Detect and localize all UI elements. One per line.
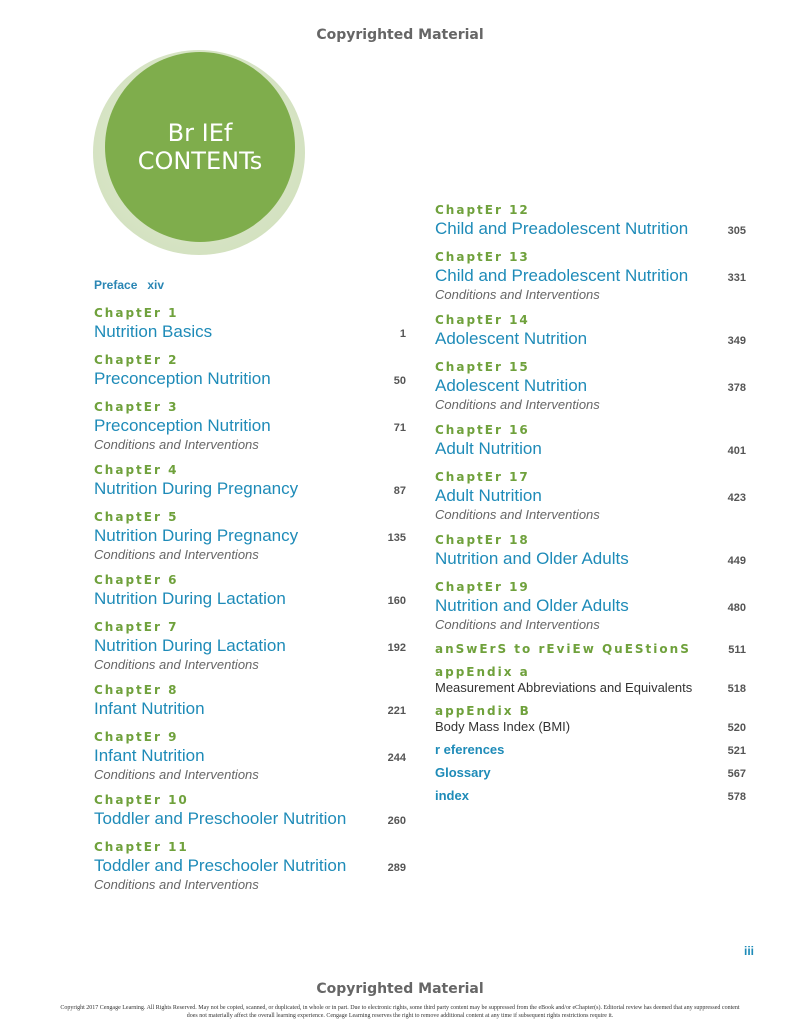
chapter-page: 160 (387, 595, 406, 607)
back-matter-page: 521 (727, 745, 746, 757)
chapter-entry[interactable] (435, 249, 746, 303)
chapter-title: Nutrition During Lactation (94, 636, 286, 655)
chapter-label: ChaptEr 16 (435, 423, 530, 437)
chapter-title-row (94, 415, 406, 437)
chapter-subtitle: Conditions and Interventions (435, 397, 600, 412)
chapter-subtitle: Conditions and Interventions (94, 547, 259, 562)
chapter-title: Toddler and Preschooler Nutrition (94, 856, 347, 875)
legal-notice: Copyright 2017 Cengage Learning. All Rights Reserved. May not be copied, scanned, or duplicated, in whole or in part. Due to electronic rights, some third party content may be suppressed from the eBook and/or eChapter(s). Editorial review has deemed that any suppressed content does not materially affect the overall learning experience. Cengage Learning reserves the right to remove additional content at any time if subsequent rights restrictions require it. (60, 1005, 740, 1019)
chapter-entry[interactable] (435, 422, 746, 460)
preface-page: xiv (147, 278, 165, 292)
chapter-page: 331 (727, 272, 746, 284)
chapter-page: 449 (727, 555, 746, 567)
chapter-entry[interactable] (435, 312, 746, 350)
chapter-title: Infant Nutrition (94, 699, 205, 718)
chapter-label: ChaptEr 9 (94, 730, 179, 744)
chapter-subtitle: Conditions and Interventions (94, 657, 259, 672)
chapter-page: 401 (727, 445, 746, 457)
chapter-title-row (94, 525, 406, 547)
chapter-page: 480 (727, 602, 746, 614)
chapter-label: ChaptEr 14 (435, 313, 530, 327)
chapter-title-row (94, 855, 406, 877)
chapter-title: Adult Nutrition (435, 486, 542, 505)
chapter-label: ChaptEr 3 (94, 400, 179, 414)
appendix-page: 518 (727, 683, 746, 695)
chapter-title: Nutrition During Pregnancy (94, 526, 299, 545)
chapter-title: Toddler and Preschooler Nutrition (94, 809, 347, 828)
heading-line-1: Br IEf (167, 119, 233, 147)
appendix-title: Body Mass Index (BMI) (435, 719, 571, 734)
chapter-label: ChaptEr 7 (94, 620, 179, 634)
chapter-title-row (435, 375, 746, 397)
chapter-title-row (435, 328, 746, 350)
toc-right-column (435, 202, 746, 811)
appendix-entry[interactable] (435, 719, 746, 734)
chapter-entry[interactable] (435, 579, 746, 633)
chapter-label: ChaptEr 6 (94, 573, 179, 587)
chapter-label: ChaptEr 19 (435, 580, 530, 594)
chapter-title: Child and Preadolescent Nutrition (435, 266, 689, 285)
chapter-entry[interactable] (94, 682, 406, 720)
chapter-title-row (94, 588, 406, 610)
chapter-label: ChaptEr 12 (435, 203, 530, 217)
chapter-title-row (94, 745, 406, 767)
chapter-title-row (435, 485, 746, 507)
chapter-title: Preconception Nutrition (94, 369, 271, 388)
chapter-title: Child and Preadolescent Nutrition (435, 219, 689, 238)
chapter-title-row (94, 808, 406, 830)
chapter-entry[interactable] (94, 619, 406, 673)
answers-entry[interactable] (435, 642, 746, 656)
chapter-title-row (435, 595, 746, 617)
preface-label: Preface (94, 278, 138, 292)
back-matter-title: Glossary (435, 765, 491, 780)
chapter-label: ChaptEr 17 (435, 470, 530, 484)
chapter-entry[interactable] (94, 399, 406, 453)
chapter-subtitle: Conditions and Interventions (94, 767, 259, 782)
back-matter-page: 578 (727, 791, 746, 803)
heading-circle (105, 52, 295, 242)
chapter-title-row (435, 218, 746, 240)
chapter-page: 289 (387, 862, 406, 874)
chapter-label: ChaptEr 5 (94, 510, 179, 524)
page-number: iii (743, 944, 754, 958)
chapter-page: 192 (387, 642, 406, 654)
chapter-page: 349 (727, 335, 746, 347)
chapter-title: Nutrition During Lactation (94, 589, 286, 608)
chapter-page: 305 (727, 225, 746, 237)
chapter-subtitle: Conditions and Interventions (435, 287, 600, 302)
chapter-page: 244 (387, 752, 406, 764)
chapter-entry[interactable] (435, 359, 746, 413)
appendix-label: appEndix a (435, 665, 530, 679)
chapter-label: ChaptEr 11 (94, 840, 189, 854)
chapter-label: ChaptEr 10 (94, 793, 189, 807)
chapter-title-row (94, 368, 406, 390)
chapter-entry[interactable] (435, 469, 746, 523)
chapter-subtitle: Conditions and Interventions (435, 617, 600, 632)
chapter-entry[interactable] (94, 729, 406, 783)
appendix-entry[interactable] (435, 680, 746, 695)
appendix-page: 520 (727, 722, 746, 734)
chapter-title: Nutrition and Older Adults (435, 596, 629, 615)
copyright-footer: Copyrighted Material (316, 981, 484, 997)
chapter-page: 135 (387, 532, 406, 544)
chapter-label: ChaptEr 15 (435, 360, 530, 374)
chapter-entry[interactable] (94, 352, 406, 390)
chapter-title-row (435, 265, 746, 287)
chapter-entry[interactable] (435, 202, 746, 240)
chapter-title: Adult Nutrition (435, 439, 542, 458)
chapter-title-row (94, 478, 406, 500)
answers-page: 511 (728, 644, 746, 656)
back-matter-entry[interactable] (435, 742, 746, 757)
chapter-title: Infant Nutrition (94, 746, 205, 765)
chapter-title: Nutrition Basics (94, 322, 213, 341)
chapter-subtitle: Conditions and Interventions (94, 877, 259, 892)
chapter-title: Preconception Nutrition (94, 416, 271, 435)
chapter-page: 378 (727, 382, 746, 394)
chapter-label: ChaptEr 1 (94, 306, 179, 320)
chapter-label: ChaptEr 4 (94, 463, 179, 477)
chapter-title: Adolescent Nutrition (435, 329, 588, 348)
chapter-page: 260 (387, 815, 406, 827)
chapter-page: 1 (399, 328, 406, 340)
chapter-subtitle: Conditions and Interventions (435, 507, 600, 522)
back-matter-title: r eferences (435, 742, 505, 757)
answers-label: anSwErS to rEviEw QuEStionS (435, 642, 691, 656)
copyright-header: Copyrighted Material (316, 27, 484, 43)
chapter-page: 50 (393, 375, 406, 387)
back-matter-entry[interactable] (435, 788, 746, 803)
chapter-title: Adolescent Nutrition (435, 376, 588, 395)
chapter-page: 87 (393, 485, 406, 497)
chapter-title: Nutrition During Pregnancy (94, 479, 299, 498)
chapter-label: ChaptEr 2 (94, 353, 179, 367)
chapter-title-row (94, 635, 406, 657)
chapter-label: ChaptEr 13 (435, 250, 530, 264)
back-matter-page: 567 (727, 768, 746, 780)
back-matter-title: index (435, 788, 469, 803)
toc-left-column (94, 278, 406, 902)
chapter-entry[interactable] (94, 462, 406, 500)
chapter-entry[interactable] (94, 572, 406, 610)
chapter-entry[interactable] (435, 532, 746, 570)
chapter-page: 221 (387, 705, 406, 717)
appendix-title: Measurement Abbreviations and Equivalents (435, 680, 693, 695)
appendix-label: appEndix B (435, 704, 531, 718)
chapter-entry[interactable] (94, 305, 406, 343)
chapter-title-row (435, 548, 746, 570)
chapter-label: ChaptEr 8 (94, 683, 179, 697)
chapter-title: Nutrition and Older Adults (435, 549, 629, 568)
preface-entry[interactable] (94, 278, 406, 292)
chapter-label: ChaptEr 18 (435, 533, 530, 547)
chapter-entry[interactable] (94, 839, 406, 893)
chapter-entry[interactable] (94, 509, 406, 563)
chapter-title-row (94, 698, 406, 720)
back-matter-entry[interactable] (435, 765, 746, 780)
chapter-entry[interactable] (94, 792, 406, 830)
chapter-title-row (435, 438, 746, 460)
heading-line-2: CONTENTs (137, 147, 263, 175)
chapter-page: 423 (727, 492, 746, 504)
chapter-subtitle: Conditions and Interventions (94, 437, 259, 452)
chapter-title-row (94, 321, 406, 343)
chapter-page: 71 (393, 422, 406, 434)
